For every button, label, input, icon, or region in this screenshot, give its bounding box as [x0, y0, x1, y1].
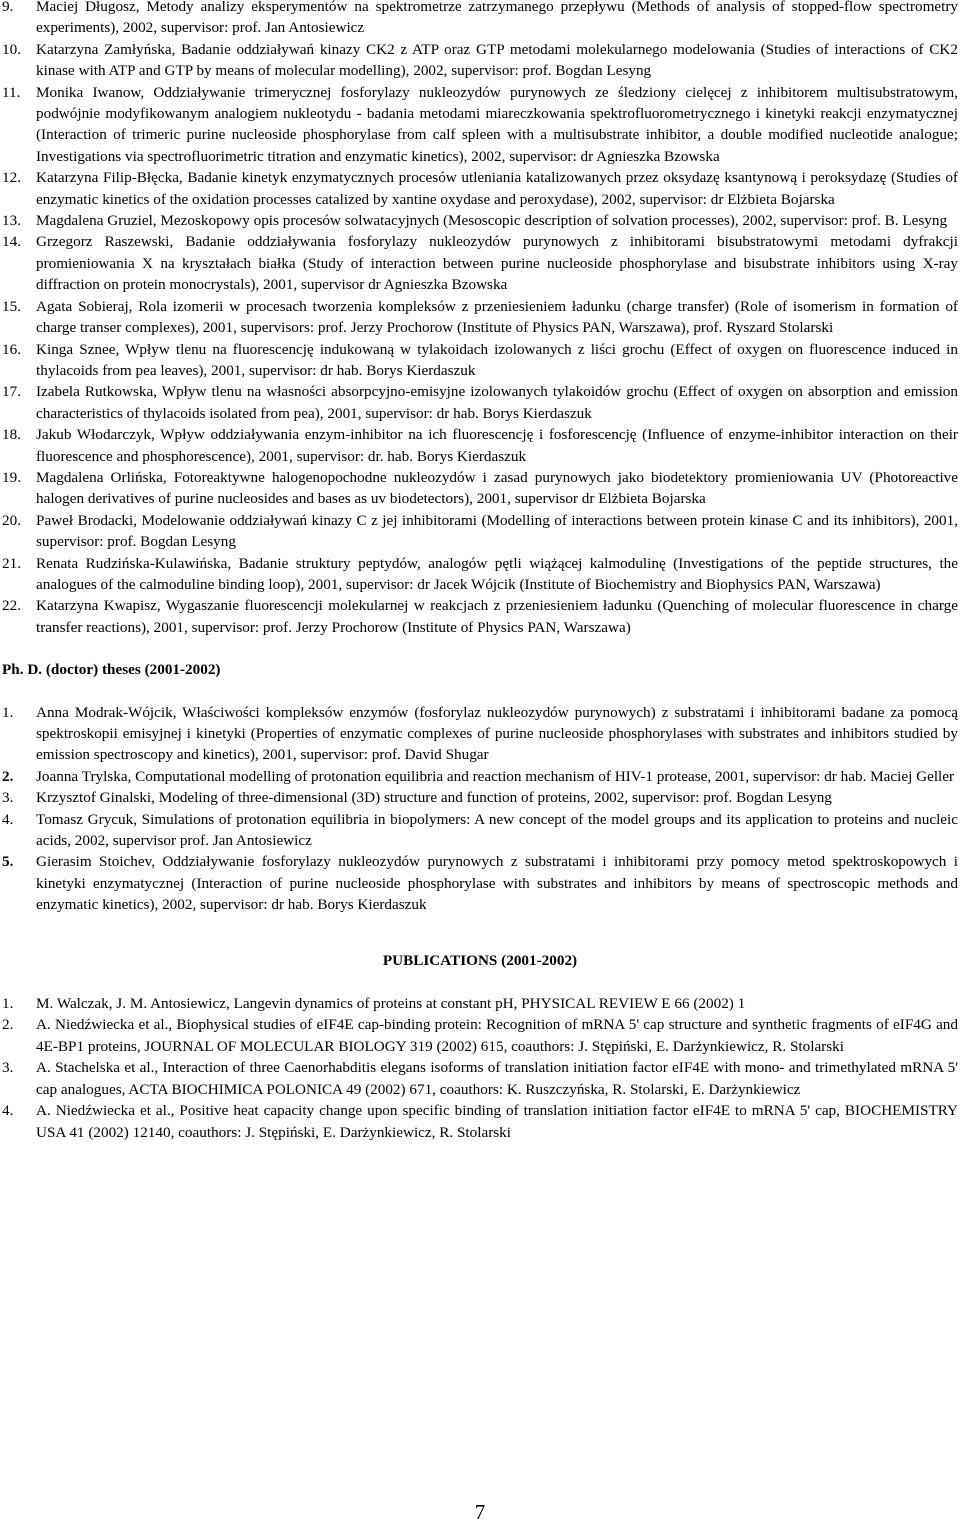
- list-item: [2, 210, 958, 231]
- item-number: 1.: [2, 995, 14, 1013]
- item-text: Gierasim Stoichev, Oddziaływanie fosforylazy nukleozydów purynowych z substratami i inhibitorami przy pomocy metod spektroskopowych i kinetyki enzymatycznej (Interaction of purine nucleoside phosphorylase with substrates and inhibitors by means of spectroscopic methods and enzymatic kinetics), 2002, supervisor: dr hab. Borys Kierdaszuk: [36, 853, 958, 914]
- list-item: [2, 381, 958, 424]
- item-number: 13.: [2, 212, 21, 230]
- list-item: [2, 787, 958, 808]
- item-number: 4.: [2, 1102, 14, 1120]
- item-number: 3.: [2, 789, 14, 807]
- list-item: [2, 510, 958, 553]
- item-number: 4.: [2, 810, 14, 828]
- item-text: A. Stachelska et al., Interaction of three Caenorhabditis elegans isoforms of translation initiation factor eIF4E with mono- and trimethylated mRNA 5' cap analogues, ACTA BIOCHIMICA POLONICA 49 (2002) 671, coauthors: K. Ruszczyńska, R. Stolarski, E. Darżynkiewicz: [36, 1059, 958, 1098]
- page-number: 7: [474, 1500, 486, 1524]
- phd-theses-list: [2, 702, 958, 916]
- item-number: 22.: [2, 597, 21, 615]
- list-item: [2, 595, 958, 638]
- item-number: 17.: [2, 383, 21, 401]
- item-text: Paweł Brodacki, Modelowanie oddziaływań kinazy C z jej inhibitorami (Modelling of interactions between protein kinase C and its inhibitors), 2001, supervisor: prof. Bogdan Lesyng: [36, 511, 958, 551]
- item-text: Renata Rudzińska-Kulawińska, Badanie struktury peptydów, analogów pętli wiążącej kalmodulinę (Investigations of the peptide structures, the analogues of the calmoduline binding loop), 2001, supervisor: dr Jacek Wójcik (Institute of Biochemistry and Biophysics PAN, Warszawa): [36, 554, 958, 593]
- item-text: Anna Modrak-Wójcik, Właściwości kompleksów enzymów (fosforylaz nukleozydów purynowych) z substratami i inhibitorami badane za pomocą spektroskopii emisyjnej i kinetyki (Properties of enzymatic complexes of purine nucleoside phosphorylases with substrates and inhibitors studied by emission spectroscopy and kinetics), 2001, supervisor: prof. David Shugar: [36, 703, 958, 764]
- item-text: Katarzyna Kwapisz, Wygaszanie fluorescencji molekularnej w reakcjach z przeniesieniem ładunku (Quenching of molecular fluorescence in charge transfer reactions), 2001, supervisor: prof. Jerzy Prochorow (Institute of Physics PAN, Warszawa): [36, 597, 958, 636]
- list-item: [2, 1100, 958, 1143]
- list-item: [2, 296, 958, 339]
- list-item: [2, 766, 958, 787]
- item-number: 21.: [2, 554, 21, 572]
- item-number: 20.: [2, 511, 21, 529]
- item-number: 3.: [2, 1059, 14, 1077]
- phd-section-heading: Ph. D. (doctor) theses (2001-2002): [2, 661, 221, 679]
- item-text: Katarzyna Zamłyńska, Badanie oddziaływań kinazy CK2 z ATP oraz GTP metodami molekularnego modelowania (Studies of interactions of CK2 kinase with ATP and GTP by means of molecular modelling), 2002, supervisor: prof. Bogdan Lesyng: [36, 40, 958, 80]
- item-text: Izabela Rutkowska, Wpływ tlenu na własności absorpcyjno-emisyjne izolowanych tylakoidów grochu (Effect of oxygen on absorption and emission characteristics of thylacoids isolated from pea), 2001, supervisor: dr hab. Borys Kierdaszuk: [36, 383, 958, 422]
- list-item: [2, 1014, 958, 1057]
- item-text: Katarzyna Filip-Błęcka, Badanie kinetyk enzymatycznych procesów utleniania katalizowanych przez oksydazę ksantynową i peroksydazę (Studies of enzymatic kinetics of the oxidation processes catalized by xantine oxydase and peroxydase), 2002, supervisor: dr Elżbieta Bojarska: [36, 169, 958, 208]
- item-number: 2.: [2, 1016, 14, 1034]
- list-item: [2, 851, 958, 915]
- item-text: Maciej Długosz, Metody analizy eksperymentów na spektrometrze zatrzymanego przepływu (Methods of analysis of stopped-flow spectrometry experiments), 2002, supervisor: prof. Jan Antosiewicz: [36, 0, 958, 37]
- item-number: 10.: [2, 40, 21, 58]
- list-item: [2, 553, 958, 596]
- item-text: A. Niedźwiecka et al., Positive heat capacity change upon specific binding of translation initiation factor eIF4E to mRNA 5' cap, BIOCHEMISTRY USA 41 (2002) 12140, coauthors: J. Stępiński, E. Darżynkiewicz, R. Stolarski: [36, 1102, 958, 1141]
- item-text: Agata Sobieraj, Rola izomerii w procesach tworzenia kompleksów z przeniesieniem ładunku (charge transfer) (Role of isomerism in formation of charge transer complexes), 2001, supervisors: prof. Jerzy Prochorow (Institute of Physics PAN, Warszawa), prof. Ryszard Stolarski: [36, 297, 958, 337]
- list-item: [2, 467, 958, 510]
- item-text: Magdalena Orlińska, Fotoreaktywne halogenopochodne nukleozydów i zasad purynowych jako biodetektory promieniowania UV (Photoreactive halogen derivatives of purine nucleosides and bases as uv biodetectors), 2001, supervisor dr Elżbieta Bojarska: [36, 468, 958, 508]
- item-number: 11.: [2, 83, 21, 101]
- document-page: [2, 0, 958, 1143]
- spacer: [2, 681, 958, 702]
- list-item: [2, 1057, 958, 1100]
- item-number: 9.: [2, 0, 14, 15]
- list-item: [2, 339, 958, 382]
- publications-heading: PUBLICATIONS (2001-2002): [382, 951, 578, 969]
- list-item: [2, 993, 958, 1014]
- msc-theses-list: [2, 0, 958, 638]
- list-item: [2, 702, 958, 766]
- item-number: 18.: [2, 426, 21, 444]
- item-number: 5.: [2, 853, 14, 871]
- list-item: [2, 809, 958, 852]
- list-item: [2, 39, 958, 82]
- list-item: [2, 167, 958, 210]
- item-text: Tomasz Grycuk, Simulations of protonation equilibria in biopolymers: A new concept of the model groups and its application to proteins and nucleic acids, 2002, supervisor prof. Jan Antosiewicz: [36, 810, 958, 850]
- item-text: Grzegorz Raszewski, Badanie oddziaływania fosforylazy nukleozydów purynowych z inhibitorami bisubstratowymi metodami dyfrakcji promieniowania X na kryształach białka (Study of interaction between purine nucleoside phosphorylase and bisubstrate inhibitors using X-ray diffraction on protein monocrystals), 2001, supervisor dr Agnieszka Bzowska: [36, 233, 958, 294]
- item-text: Magdalena Gruziel, Mezoskopowy opis procesów solwatacyjnych (Mesoscopic description of solvation processes), 2002, supervisor: prof. B. Lesyng: [36, 212, 948, 230]
- item-number: 15.: [2, 297, 21, 315]
- item-number: 1.: [2, 703, 14, 721]
- list-item: [2, 0, 958, 39]
- item-number: 2.: [2, 767, 14, 785]
- item-text: Kinga Sznee, Wpływ tlenu na fluorescencję indukowaną w tylakoidach izolowanych z liści grochu (Effect of oxygen on fluorescence induced in thylacoids from pea leaves), 2001, supervisor: dr hab. Borys Kierdaszuk: [36, 340, 958, 379]
- list-item: [2, 231, 958, 295]
- list-item: [2, 82, 958, 168]
- publications-list: [2, 993, 958, 1143]
- list-item: [2, 424, 958, 467]
- item-number: 19.: [2, 468, 21, 486]
- item-text: Krzysztof Ginalski, Modeling of three-dimensional (3D) structure and function of proteins, 2002, supervisor: prof. Bogdan Lesyng: [36, 789, 832, 807]
- item-number: 14.: [2, 233, 21, 251]
- item-text: Monika Iwanow, Oddziaływanie trimerycznej fosforylazy nukleozydów purynowych ze śledziony cielęcej z inhibitorem multisubstratowym, podwójnie modyfikowanym analogiem nukleotydu - badania metodami miareczkowania spektrofluorometrycznego i kinetyki reakcji enzymatycznej (Interaction of trimeric purine nucleoside phosphorylase from calf spleen with a multisubstrate inhibitor, a double modified nucleotide analogue; Investigations via spectrofluorimetric titration and enzymatic kinetics), 2002, supervisor: dr Agnieszka Bzowska: [36, 83, 958, 165]
- item-text: M. Walczak, J. M. Antosiewicz, Langevin dynamics of proteins at constant pH, PHYSICAL REVIEW E 66 (2002) 1: [36, 995, 746, 1013]
- item-text: Jakub Włodarczyk, Wpływ oddziaływania enzym-inhibitor na ich fluorescencję i fosforescencję (Influence of enzyme-inhibitor interaction on their fluorescence and phosphorescence), 2001, supervisor: dr. hab. Borys Kierdaszuk: [36, 426, 958, 465]
- item-text: A. Niedźwiecka et al., Biophysical studies of eIF4E cap-binding protein: Recognition of mRNA 5' cap structure and synthetic fragments of eIF4G and 4E-BP1 proteins, JOURNAL OF MOLECULAR BIOLOGY 319 (2002) 615, coauthors: J. Stępiński, E. Darżynkiewicz, R. Stolarski: [36, 1016, 958, 1055]
- item-text: Joanna Trylska, Computational modelling of protonation equilibria and reaction mechanism of HIV-1 protease, 2001, supervisor: dr hab. Maciej Geller: [36, 767, 955, 785]
- item-number: 12.: [2, 169, 21, 187]
- item-number: 16.: [2, 340, 21, 358]
